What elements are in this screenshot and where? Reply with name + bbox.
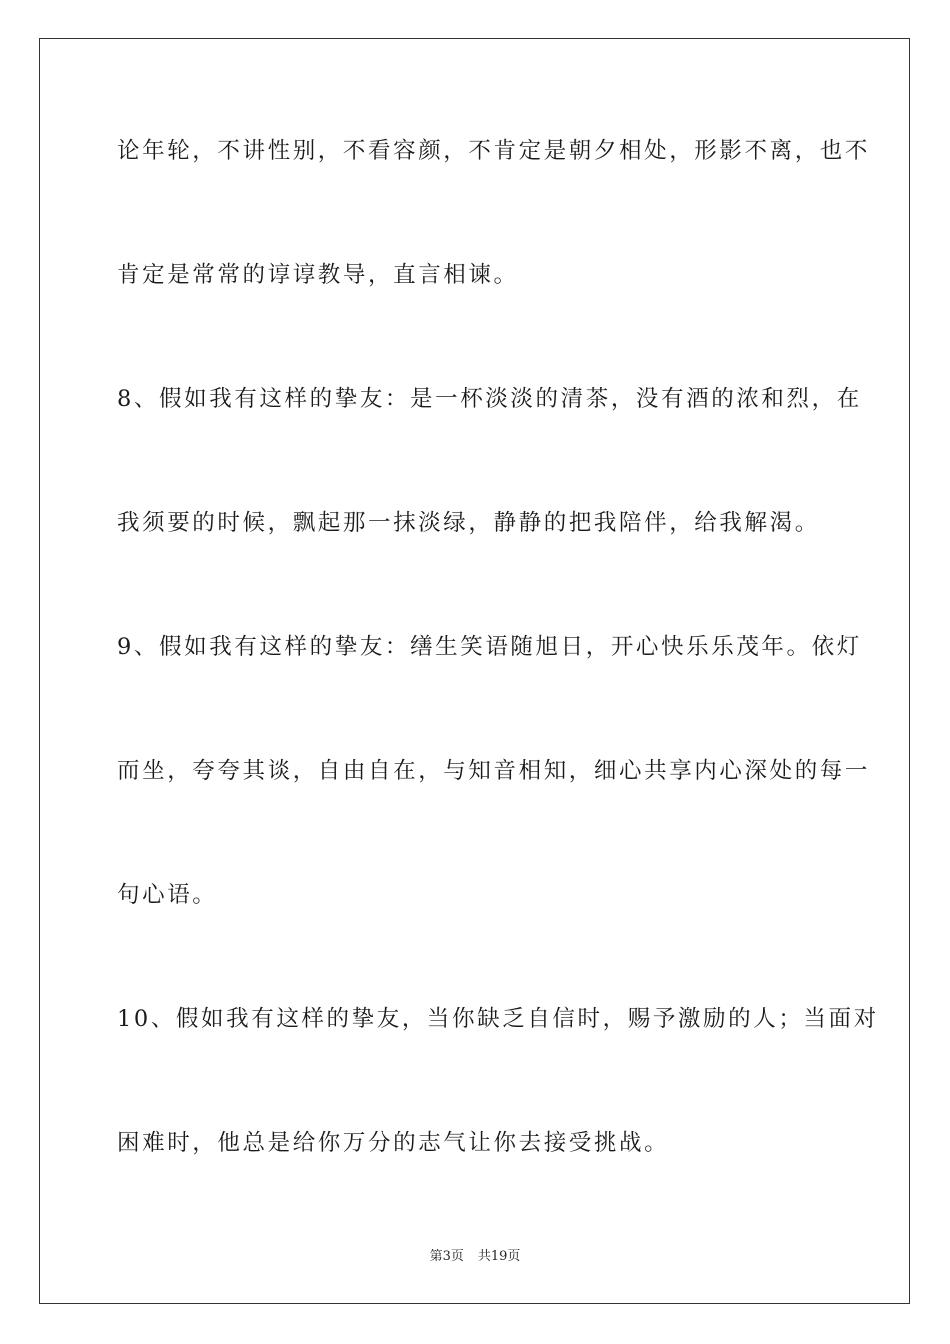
- text-line: 肯定是常常的谆谆教导，直言相谏。: [117, 262, 519, 288]
- text-line: 而坐，夸夸其谈，自由自在，与知音相知，细心共享内心深处的每一: [117, 758, 871, 784]
- text-line: 10、假如我有这样的挚友，当你缺乏自信时，赐予激励的人；当面对: [117, 1006, 879, 1032]
- text-line: 句心语。: [117, 882, 218, 908]
- text-line: 8、假如我有这样的挚友：是一杯淡淡的清茶，没有酒的浓和烈，在: [117, 386, 862, 412]
- text-line: 我须要的时候，飘起那一抹淡绿，静静的把我陪伴，给我解渴。: [117, 510, 820, 536]
- page-number: 第3页: [429, 1249, 464, 1264]
- page-border: [39, 38, 910, 1304]
- page-total: 共19页: [477, 1249, 521, 1264]
- text-line: 论年轮，不讲性别，不看容颜，不肯定是朝夕相处，形影不离，也不: [117, 138, 871, 164]
- text-line: 困难时，他总是给你万分的志气让你去接受挑战。: [117, 1130, 670, 1156]
- text-line: 9、假如我有这样的挚友：缮生笑语随旭日，开心快乐乐茂年。依灯: [117, 634, 862, 660]
- page-footer: [0, 1248, 950, 1266]
